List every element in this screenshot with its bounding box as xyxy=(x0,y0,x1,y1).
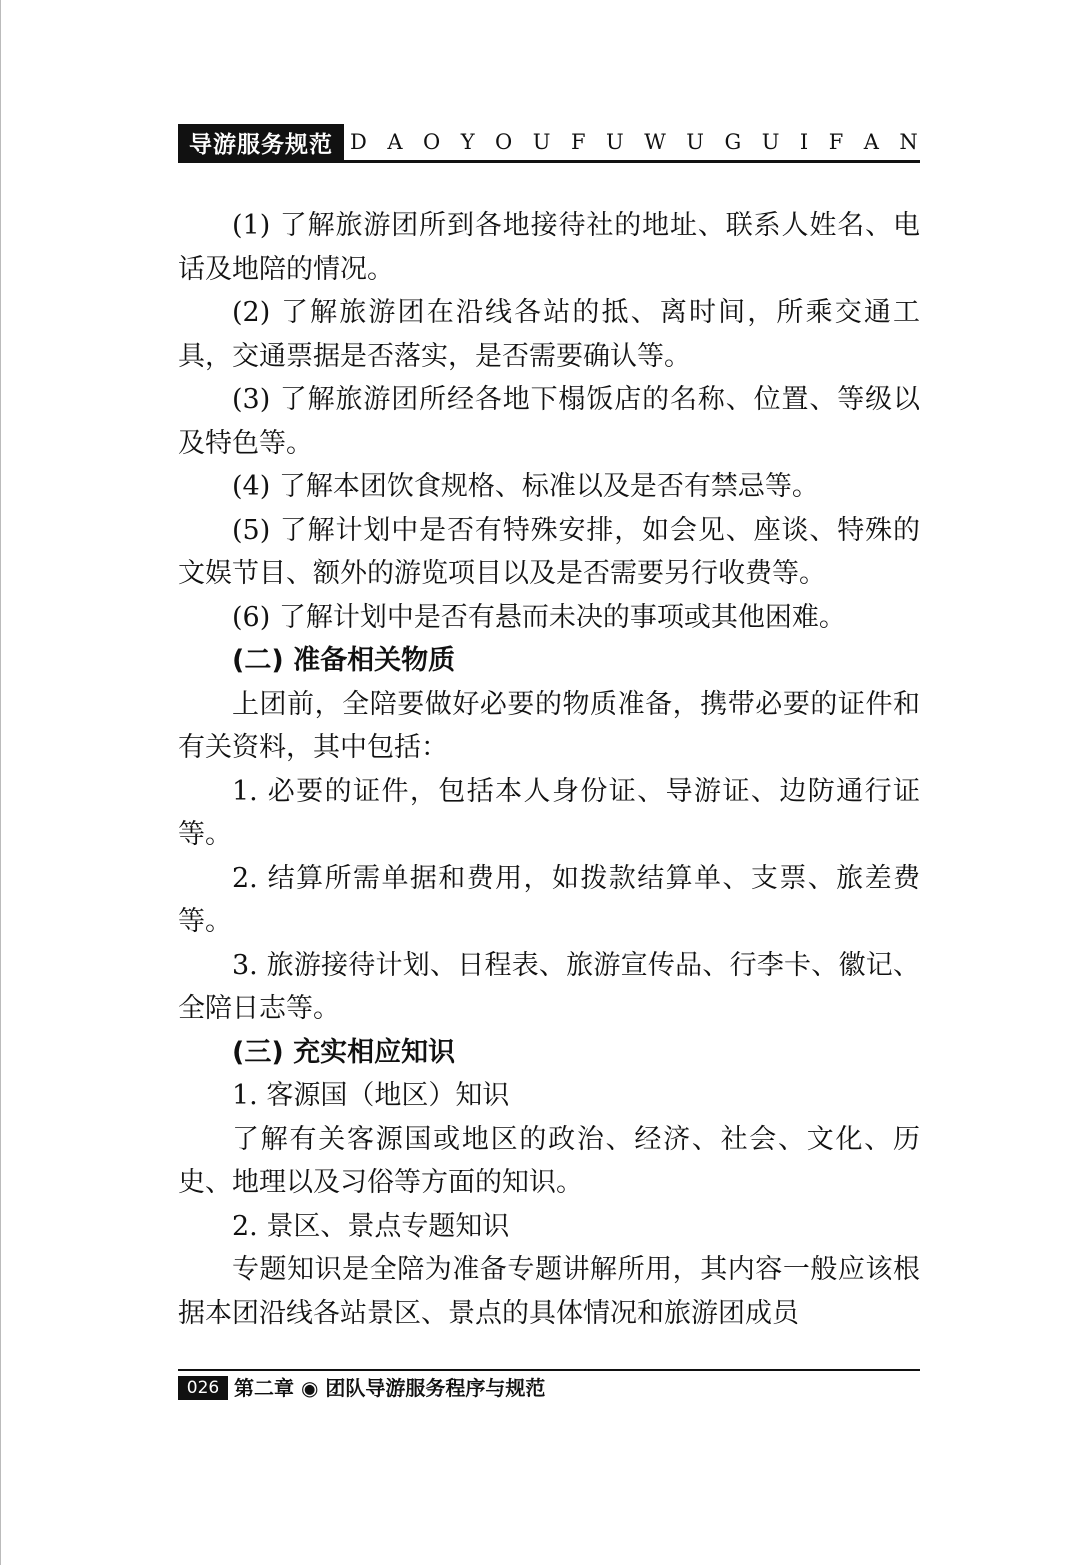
body-paragraph: 了解有关客源国或地区的政治、经济、社会、文化、历史、地理以及习俗等方面的知识。 xyxy=(178,1123,920,1198)
scan-edge xyxy=(0,0,1,1565)
header-letter: U xyxy=(532,130,551,154)
header-letter: O xyxy=(422,130,441,154)
body-paragraph: (4) 了解本团饮食规格、标准以及是否有禁忌等。 xyxy=(232,471,819,502)
body-paragraph: 2. 景区、景点专题知识 xyxy=(232,1210,510,1242)
header-letter: A xyxy=(863,130,879,154)
header-letter: F xyxy=(570,130,586,154)
body-paragraph: (3) 了解旅游团所经各地下榻饭店的名称、位置、等级以及特色等。 xyxy=(178,384,920,459)
body-paragraph: (2) 了解旅游团在沿线各站的抵、离时间，所乘交通工具，交通票据是否落实，是否需要确认等。 xyxy=(178,297,920,372)
header-letter: N xyxy=(899,130,918,154)
body-paragraph: (5) 了解计划中是否有特殊安排，如会见、座谈、特殊的文娱节目、额外的游览项目以及是否需要另行收费等。 xyxy=(178,514,920,589)
header-letter: I xyxy=(799,130,809,154)
header-letter: O xyxy=(495,130,513,154)
body-paragraph: (6) 了解计划中是否有悬而未决的事项或其他困难。 xyxy=(232,601,846,633)
section-heading: (二) 准备相关物质 xyxy=(232,645,456,676)
body-paragraph: 专题知识是全陪为准备专题讲解所用，其内容一般应该根据本团沿线各站景区、景点的具体情况和旅游团成员 xyxy=(178,1254,920,1329)
chapter-title: 第二章 ◉ 团队导游服务程序与规范 xyxy=(234,1376,546,1400)
body-paragraph: 1. 客源国（地区）知识 xyxy=(232,1080,510,1111)
section-heading: (三) 充实相应知识 xyxy=(232,1036,456,1068)
header-letter: A xyxy=(387,130,403,154)
header-letter: U xyxy=(761,130,780,154)
body-paragraph: 上团前，全陪要做好必要的物质准备，携带必要的证件和有关资料，其中包括： xyxy=(178,688,920,763)
body-paragraph: (1) 了解旅游团所到各地接待社的地址、联系人姓名、电话及地陪的情况。 xyxy=(178,210,920,285)
header-letter: W xyxy=(644,130,666,154)
running-header-label: 导游服务规范 xyxy=(178,124,344,160)
header-rule xyxy=(178,160,920,163)
body-paragraph: 1. 必要的证件，包括本人身份证、导游证、边防通行证等。 xyxy=(178,775,920,850)
header-letter: U xyxy=(606,130,624,154)
page-body xyxy=(178,204,920,1335)
header-letter: F xyxy=(828,130,844,154)
header-letter: Y xyxy=(460,130,475,154)
body-paragraph: 2. 结算所需单据和费用，如拨款结算单、支票、旅差费等。 xyxy=(178,862,920,937)
header-letter: D xyxy=(350,130,367,154)
footer-rule xyxy=(178,1369,920,1371)
header-letter: G xyxy=(724,130,742,154)
header-letter: U xyxy=(686,130,704,154)
page-number: 026 xyxy=(178,1376,228,1400)
body-paragraph: 3. 旅游接待计划、日程表、旅游宣传品、行李卡、徽记、全陪日志等。 xyxy=(178,949,920,1024)
running-header-pinyin xyxy=(350,126,918,158)
